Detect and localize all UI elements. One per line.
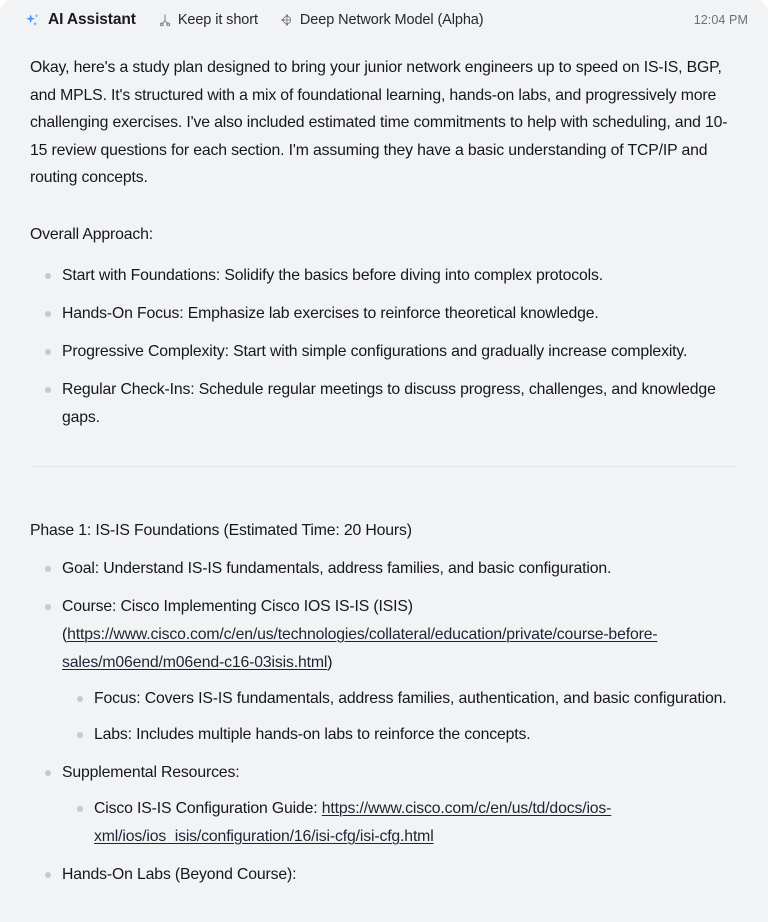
intro-paragraph: Okay, here's a study plan designed to bring your junior network engineers up to speed on IS-IS, BGP, and MPLS. It's structured with a mix of foundational learning, hands-on labs, and progressively more challenging exercises. I've also included estimated time commitments to help with scheduling, and 10-15 review questions for each section. I'm assuming they have a basic understanding of TCP/IP and routing concepts. [30,59,728,186]
chip-keep-it-short[interactable] [158,12,258,28]
list-item: Regular Check-Ins: Schedule regular meetings to discuss progress, challenges, and knowledge gaps. [30,376,738,432]
chip-keep-it-short-label: Keep it short [177,12,258,28]
scissors-trim-icon [158,13,172,27]
course-link[interactable]: https://www.cisco.com/c/en/us/technologies/collateral/education/private/course-before-sales/m06end/m06end-c16-03isis.html [62,625,658,671]
chip-model-label: Deep Network Model (Alpha) [299,12,484,28]
list-item: Progressive Complexity: Start with simple configurations and gradually increase complexity. [30,338,738,366]
overall-approach-list [30,262,738,432]
supplemental-prefix: Cisco IS-IS Configuration Guide: [94,799,322,817]
assistant-identity [24,11,136,29]
message-timestamp: 12:04 PM [693,13,748,27]
list-item-supplemental [30,759,738,851]
course-sub-list [62,685,738,749]
overall-approach-label: Overall Approach: [30,225,154,243]
assistant-name: AI Assistant [48,11,136,28]
divider-spacer [30,467,738,495]
list-item: Labs: Includes multiple hands-on labs to reinforce the concepts. [62,721,738,749]
phase-heading: Phase 1: IS-IS Foundations (Estimated Time: 20 Hours) [30,522,412,539]
list-item: Focus: Covers IS-IS fundamentals, address families, authentication, and basic configuration. [62,685,738,713]
course-prefix: Course: Cisco Implementing Cisco IOS IS-IS (ISIS) ( [62,597,413,643]
sparkle-icon [24,12,41,29]
list-item: Start with Foundations: Solidify the basics before diving into complex protocols. [30,262,738,290]
course-suffix: ) [327,653,333,671]
chip-model-selector[interactable] [280,12,484,28]
supplemental-sub-list [62,795,738,851]
phase-one-list [30,555,738,889]
list-item-course [30,593,738,749]
network-nodes-icon [280,13,294,27]
list-item-hands-on-labs: Hands-On Labs (Beyond Course): [30,861,738,889]
message-body [0,54,768,889]
list-item-goal: Goal: Understand IS-IS fundamentals, address families, and basic configuration. [30,555,738,583]
list-item [62,795,738,851]
supplemental-label: Supplemental Resources: [62,763,240,781]
supplemental-link[interactable]: https://www.cisco.com/c/en/us/td/docs/ios-xml/ios/ios_isis/configuration/16/isi-cfg/isi-cfg.html [94,799,612,845]
message-header [0,0,768,40]
list-item: Hands-On Focus: Emphasize lab exercises to reinforce theoretical knowledge. [30,300,738,328]
